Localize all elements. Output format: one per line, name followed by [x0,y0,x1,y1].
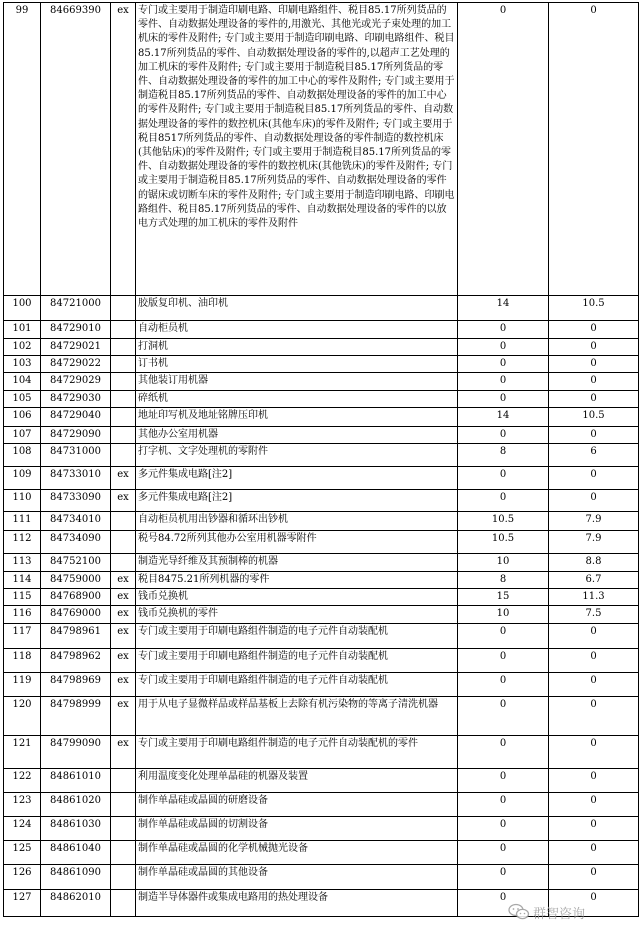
row-number: 114 [4,572,41,589]
rate-column-1: 0 [458,3,549,296]
row-number: 116 [4,606,41,623]
ex-mark [111,816,136,840]
tariff-code: 84721000 [41,296,111,321]
tariff-code: 84861020 [41,792,111,816]
goods-description: 专门或主要用于印刷电路组件制造的电子元件自动装配机 [136,672,458,696]
rate-column-1: 10 [458,606,549,623]
rate-column-1: 0 [458,339,549,356]
ex-mark: ex [111,672,136,696]
row-number: 125 [4,840,41,864]
tariff-code: 84861010 [41,768,111,792]
ex-mark: ex [111,648,136,672]
row-number: 123 [4,792,41,816]
goods-description: 制作单晶硅或晶圆的切割设备 [136,816,458,840]
goods-description: 打字机、文字处理机的零附件 [136,444,458,467]
goods-description: 专门或主要用于制造印刷电路、印刷电路组件、税目85.17所列货品的零件、自动数据处理设备的零件的,用激光、其他光或光子束处理的加工机床的零件及附件; 专门或主要用于制造印刷电路、印刷电路组件、税目85.17所列货品的零件、自动数据处理设备的零件的,以超声工艺处理的加工机床的零件及附件; 专门或主要用于制造税目85.17所列货品的零件、自动数据处理设备的零件的加工中心的零件及附件; 专门或主要用于制造税目85.17所列货品的零件、自动数据处理设备的零件的加工中心的零件及附件; 专门或主要用于制造税目85.17所列货品的零件、自动数据处理设备的零件的数控机床(其他车床)的零件及附件; 专门或主要用于税目8517所列货品的零件、自动数据处理设备的零件制造的数控机床(其他钻床)的零件及附件; 专门或主要用于制造税目85.17所列货品的零件、自动数据处理设备的零件的数控机床(其他铣床)的零件及附件; 专门或主要用于制造税目85.17所列货品的零件、自动数据处理设备的零件的锯床或切断车床的零件及附件; 专门或主要用于制造印刷电路、印刷电路组件、税目85.17所列货品的零件、自动数据处理设备的零件的以放电方式处理的加工机床的零件及附件 [136,3,458,296]
tariff-code: 84669390 [41,3,111,296]
row-number: 102 [4,339,41,356]
tariff-code: 84799090 [41,735,111,768]
goods-description: 钱币兑换机的零件 [136,606,458,623]
rate-column-2: 0 [549,426,639,443]
table-row [4,792,639,816]
goods-description: 专门或主要用于印刷电路组件制造的电子元件自动装配机 [136,623,458,648]
table-row [4,490,639,512]
rate-column-2: 0 [549,768,639,792]
rate-column-2: 0 [549,623,639,648]
row-number: 122 [4,768,41,792]
goods-description: 制造光导纤维及其预制棒的机器 [136,554,458,572]
ex-mark: ex [111,589,136,606]
tariff-code: 84862010 [41,889,111,916]
rate-column-2: 7.9 [549,512,639,531]
rate-column-1: 10.5 [458,531,549,554]
tariff-code: 84768900 [41,589,111,606]
goods-description: 税号84.72所列其他办公室用机器零附件 [136,531,458,554]
row-number: 101 [4,321,41,339]
rate-column-2: 0 [549,840,639,864]
rate-column-2: 7.9 [549,531,639,554]
rate-column-2: 0 [549,864,639,889]
ex-mark: ex [111,572,136,589]
table-row [4,648,639,672]
tariff-code: 84752100 [41,554,111,572]
ex-mark [111,864,136,889]
tariff-code: 84798961 [41,623,111,648]
ex-mark [111,390,136,407]
ex-mark [111,426,136,443]
row-number: 127 [4,889,41,916]
ex-mark: ex [111,696,136,735]
goods-description: 制作单晶硅或晶圆的其他设备 [136,864,458,889]
tariff-code: 84734010 [41,512,111,531]
tariff-code: 84861040 [41,840,111,864]
ex-mark [111,296,136,321]
ex-mark [111,792,136,816]
rate-column-1: 0 [458,889,549,916]
rate-column-2: 0 [549,648,639,672]
ex-mark: ex [111,490,136,512]
row-number: 120 [4,696,41,735]
rate-column-1: 0 [458,623,549,648]
rate-column-1: 0 [458,467,549,490]
tariff-code: 84729090 [41,426,111,443]
tariff-code: 84729010 [41,321,111,339]
rate-column-2: 0 [549,321,639,339]
rate-column-2: 0 [549,390,639,407]
row-number: 124 [4,816,41,840]
table-row [4,339,639,356]
rate-column-2: 0 [549,356,639,373]
tariff-code: 84798962 [41,648,111,672]
goods-description: 税目8475.21所列机器的零件 [136,572,458,589]
row-number: 107 [4,426,41,443]
tariff-code: 84798999 [41,696,111,735]
rate-column-1: 8 [458,572,549,589]
rate-column-2: 7.5 [549,606,639,623]
tariff-code: 84729021 [41,339,111,356]
goods-description: 胶版复印机、油印机 [136,296,458,321]
goods-description: 制作单晶硅或晶圆的化学机械抛光设备 [136,840,458,864]
rate-column-1: 10 [458,554,549,572]
tariff-code: 84759000 [41,572,111,589]
rate-column-2: 0 [549,339,639,356]
tariff-code: 84733010 [41,467,111,490]
table-row [4,840,639,864]
row-number: 103 [4,356,41,373]
table-row [4,512,639,531]
row-number: 106 [4,407,41,426]
goods-description: 碎纸机 [136,390,458,407]
watermark-text: 群智咨询 [533,906,586,922]
ex-mark: ex [111,3,136,296]
rate-column-2: 0 [549,816,639,840]
table-row [4,735,639,768]
tariff-code: 84861030 [41,816,111,840]
ex-mark [111,512,136,531]
table-row [4,407,639,426]
goods-description: 其他办公室用机器 [136,426,458,443]
tariff-code: 84729022 [41,356,111,373]
table-row [4,356,639,373]
wechat-bubble-icon [508,903,530,921]
rate-column-2: 6 [549,444,639,467]
row-number: 111 [4,512,41,531]
rate-column-2: 0 [549,672,639,696]
rate-column-1: 15 [458,589,549,606]
ex-mark [111,321,136,339]
row-number: 109 [4,467,41,490]
rate-column-2: 6.7 [549,572,639,589]
table-row [4,768,639,792]
ex-mark [111,531,136,554]
rate-column-1: 0 [458,490,549,512]
row-number: 115 [4,589,41,606]
goods-description: 专门或主要用于印刷电路组件制造的电子元件自动装配机的零件 [136,735,458,768]
row-number: 112 [4,531,41,554]
table-row [4,816,639,840]
row-number: 117 [4,623,41,648]
table-row [4,467,639,490]
ex-mark [111,339,136,356]
table-row [4,531,639,554]
goods-description: 多元件集成电路[注2] [136,467,458,490]
rate-column-2: 10.5 [549,407,639,426]
rate-column-1: 0 [458,373,549,390]
tariff-code: 84734090 [41,531,111,554]
rate-column-1: 0 [458,840,549,864]
ex-mark [111,840,136,864]
rate-column-1: 0 [458,792,549,816]
row-number: 104 [4,373,41,390]
goods-description: 订书机 [136,356,458,373]
goods-description: 制作单晶硅或晶圆的研磨设备 [136,792,458,816]
rate-column-1: 0 [458,672,549,696]
table-row [4,696,639,735]
rate-column-1: 0 [458,356,549,373]
ex-mark [111,889,136,916]
row-number: 100 [4,296,41,321]
row-number: 105 [4,390,41,407]
goods-description: 地址印写机及地址铭牌压印机 [136,407,458,426]
table-row [4,321,639,339]
table-row [4,426,639,443]
tariff-code: 84731000 [41,444,111,467]
watermark [508,901,585,923]
rate-column-1: 10.5 [458,512,549,531]
row-number: 126 [4,864,41,889]
table-row [4,623,639,648]
tariff-code: 84798969 [41,672,111,696]
table-row [4,606,639,623]
tariff-code: 84729040 [41,407,111,426]
rate-column-1: 0 [458,648,549,672]
goods-description: 制造半导体器件或集成电路用的热处理设备 [136,889,458,916]
ex-mark [111,768,136,792]
rate-column-2: 0 [549,373,639,390]
goods-description: 多元件集成电路[注2] [136,490,458,512]
goods-description: 利用温度变化处理单晶硅的机器及装置 [136,768,458,792]
tariff-code: 84861090 [41,864,111,889]
row-number: 108 [4,444,41,467]
goods-description: 自动柜员机用出钞器和循环出钞机 [136,512,458,531]
row-number: 113 [4,554,41,572]
ex-mark [111,407,136,426]
goods-description: 其他装订用机器 [136,373,458,390]
rate-column-1: 0 [458,321,549,339]
rate-column-2: 0 [549,696,639,735]
rate-column-2: 0 [549,792,639,816]
ex-mark [111,356,136,373]
ex-mark: ex [111,735,136,768]
goods-description: 钱币兑换机 [136,589,458,606]
rate-column-2: 0 [549,889,639,916]
row-number: 118 [4,648,41,672]
rate-column-1: 0 [458,426,549,443]
rate-column-1: 0 [458,768,549,792]
ex-mark [111,554,136,572]
tariff-code: 84729029 [41,373,111,390]
rate-column-2: 0 [549,467,639,490]
rate-column-2: 11.3 [549,589,639,606]
rate-column-1: 0 [458,816,549,840]
rate-column-1: 0 [458,696,549,735]
tariff-code: 84729030 [41,390,111,407]
row-number: 121 [4,735,41,768]
rate-column-1: 0 [458,864,549,889]
table-row [4,390,639,407]
table-row [4,864,639,889]
ex-mark: ex [111,623,136,648]
goods-description: 打洞机 [136,339,458,356]
row-number: 99 [4,3,41,296]
ex-mark: ex [111,606,136,623]
table-row [4,3,639,296]
ex-mark: ex [111,467,136,490]
rate-column-2: 0 [549,3,639,296]
rate-column-1: 14 [458,296,549,321]
ex-mark [111,444,136,467]
table-row [4,444,639,467]
row-number: 119 [4,672,41,696]
table-row [4,296,639,321]
tariff-code: 84733090 [41,490,111,512]
goods-description: 用于从电子显微样品或样品基板上去除有机污染物的等离子清洗机器 [136,696,458,735]
tariff-table [3,2,639,917]
rate-column-2: 10.5 [549,296,639,321]
rate-column-1: 0 [458,735,549,768]
rate-column-1: 8 [458,444,549,467]
table-row [4,554,639,572]
row-number: 110 [4,490,41,512]
tariff-table-body [4,3,639,917]
ex-mark [111,373,136,390]
tariff-code: 84769000 [41,606,111,623]
table-row [4,373,639,390]
table-row [4,589,639,606]
rate-column-2: 0 [549,490,639,512]
rate-column-1: 14 [458,407,549,426]
goods-description: 专门或主要用于印刷电路组件制造的电子元件自动装配机 [136,648,458,672]
rate-column-2: 8.8 [549,554,639,572]
rate-column-1: 0 [458,390,549,407]
goods-description: 自动柜员机 [136,321,458,339]
rate-column-2: 0 [549,735,639,768]
table-row [4,572,639,589]
table-row [4,672,639,696]
